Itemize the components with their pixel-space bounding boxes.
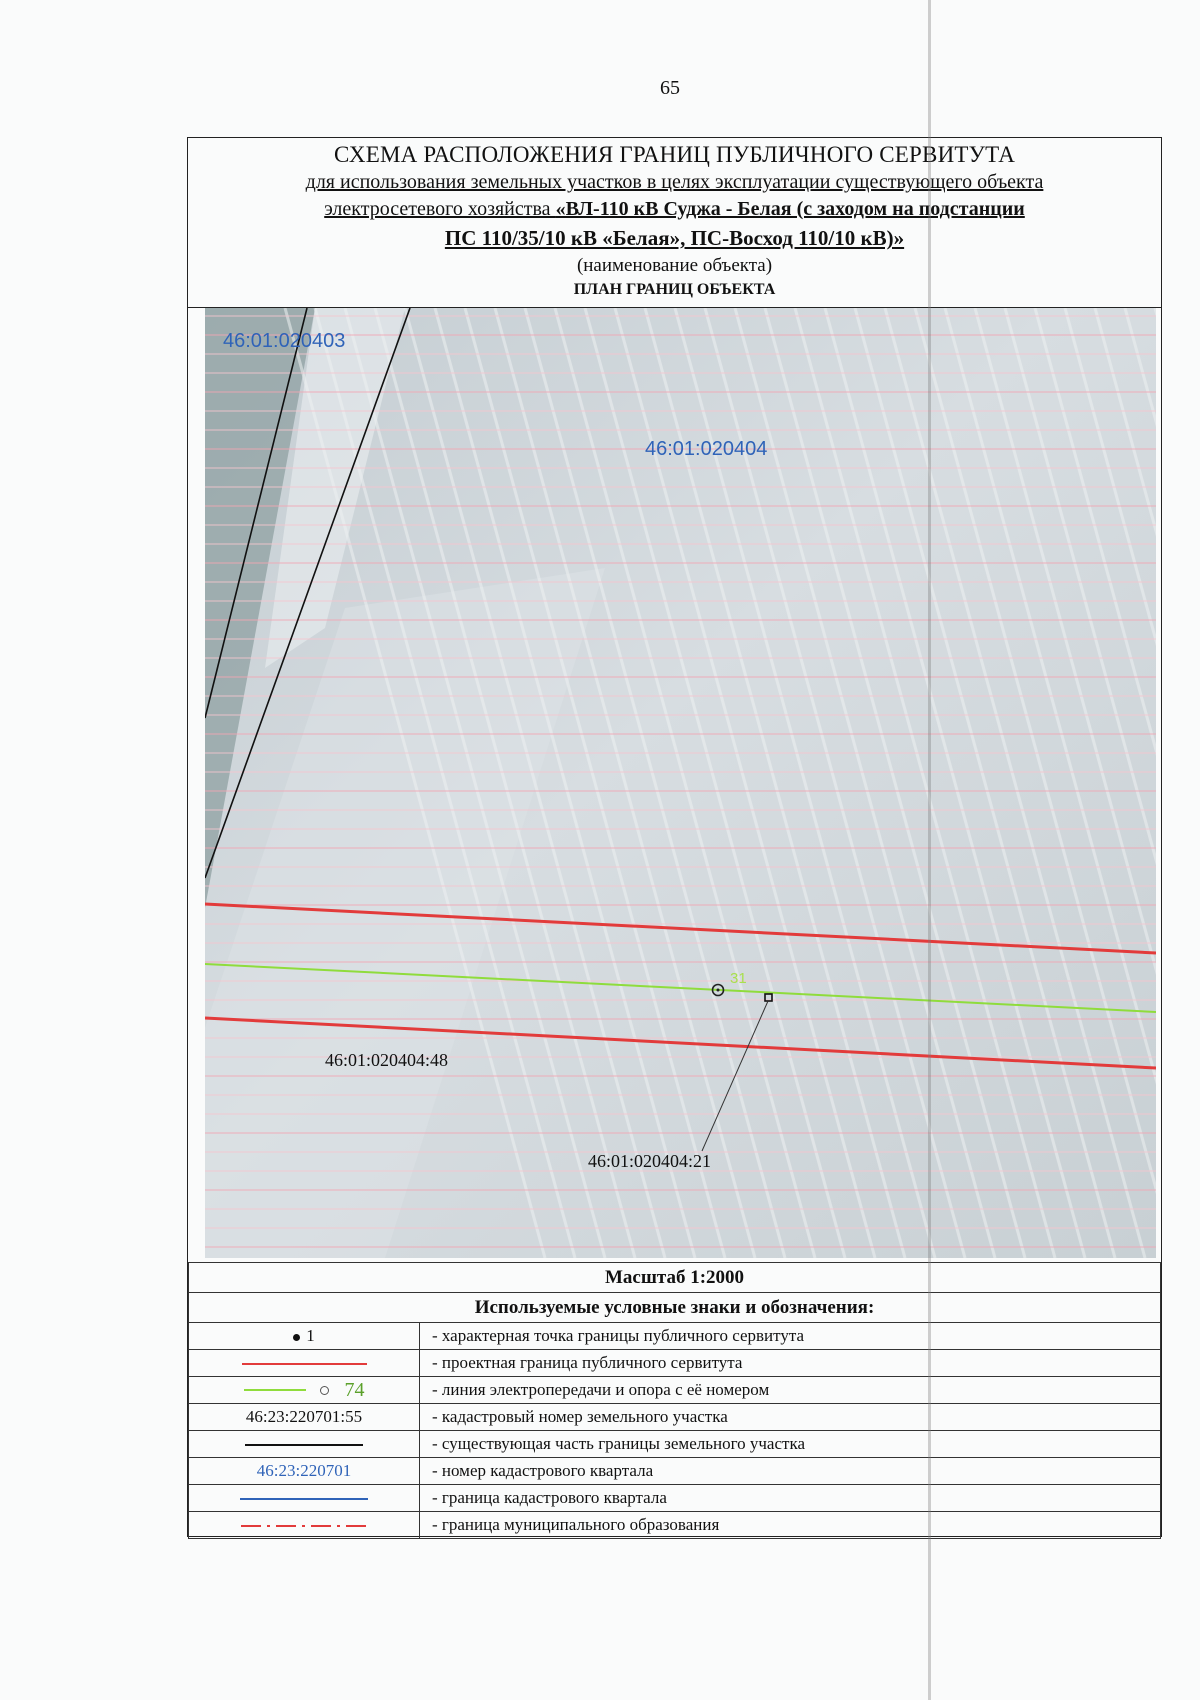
scheme-subtitle-line-2: для использования земельных участков в целях эксплуатации существующего объекта — [305, 171, 1044, 193]
legend-description: - проектная граница публичного сервитута — [420, 1350, 1161, 1377]
point-number-label: 31 — [730, 970, 747, 987]
legend-row — [189, 1458, 1161, 1485]
legend-description: - кадастровый номер земельного участка — [420, 1404, 1161, 1431]
scan-fold-shadow — [928, 0, 931, 1700]
parcel-label-21: 46:01:020404:21 — [588, 1151, 712, 1171]
quarter-number-sample: 46:23:220701 — [189, 1458, 420, 1485]
legend-description: - граница муниципального образования — [420, 1512, 1161, 1539]
green-line-icon — [244, 1389, 306, 1391]
legend-description: - характерная точка границы публичного сервитута — [420, 1323, 1161, 1350]
scheme-title: СХЕМА РАСПОЛОЖЕНИЯ ГРАНИЦ ПУБЛИЧНОГО СЕРВИТУТА — [333, 142, 1016, 167]
legend-row — [189, 1323, 1161, 1350]
pole-number-sample: 74 — [344, 1378, 365, 1401]
red-line-icon — [242, 1363, 367, 1365]
quarter-label-020403: 46:01:020403 — [223, 330, 346, 352]
red-dash-dot-line-icon — [239, 1523, 369, 1529]
power-pole-center-icon — [717, 989, 720, 992]
legend-description: - граница кадастрового квартала — [420, 1485, 1161, 1512]
scale-label: Масштаб 1:2000 — [189, 1263, 1161, 1293]
plan-title: ПЛАН ГРАНИЦ ОБЪЕКТА — [573, 281, 776, 298]
page-number: 65 — [660, 77, 680, 99]
scheme-frame — [187, 137, 1162, 1537]
line3-bold: «ВЛ-110 кВ Суджа - Белая (с заходом на подстанции — [555, 198, 1025, 220]
pole-circle-icon — [320, 1386, 329, 1395]
legend-row — [189, 1404, 1161, 1431]
legend-row — [189, 1431, 1161, 1458]
satellite-map — [205, 308, 1156, 1258]
object-caption: (наименование объекта) — [576, 255, 773, 276]
black-line-icon — [245, 1444, 363, 1446]
scheme-subtitle-line-3 — [188, 198, 1161, 221]
parcel-label-48: 46:01:020404:48 — [325, 1050, 449, 1070]
point-number-sample: 1 — [306, 1326, 315, 1345]
scheme-header — [188, 138, 1161, 308]
legend-description: - линия электропередачи и опора с её номером — [420, 1377, 1161, 1404]
blue-line-icon — [240, 1498, 368, 1500]
legend — [188, 1262, 1161, 1539]
parcel-number-sample: 46:23:220701:55 — [189, 1404, 420, 1431]
legend-description: - существующая часть границы земельного участка — [420, 1431, 1161, 1458]
map-svg — [205, 308, 1156, 1258]
scheme-subtitle-line-4: ПС 110/35/10 кВ «Белая», ПС-Восход 110/10 кВ)» — [444, 226, 905, 250]
legend-description: - номер кадастрового квартала — [420, 1458, 1161, 1485]
legend-title: Используемые условные знаки и обозначения: — [189, 1293, 1161, 1323]
line3-plain: электросетевого хозяйства — [324, 198, 556, 220]
legend-row — [189, 1377, 1161, 1404]
legend-row — [189, 1350, 1161, 1377]
black-dot-icon — [293, 1334, 300, 1341]
legend-row — [189, 1485, 1161, 1512]
quarter-label-020404: 46:01:020404 — [645, 438, 768, 460]
legend-row — [189, 1512, 1161, 1539]
